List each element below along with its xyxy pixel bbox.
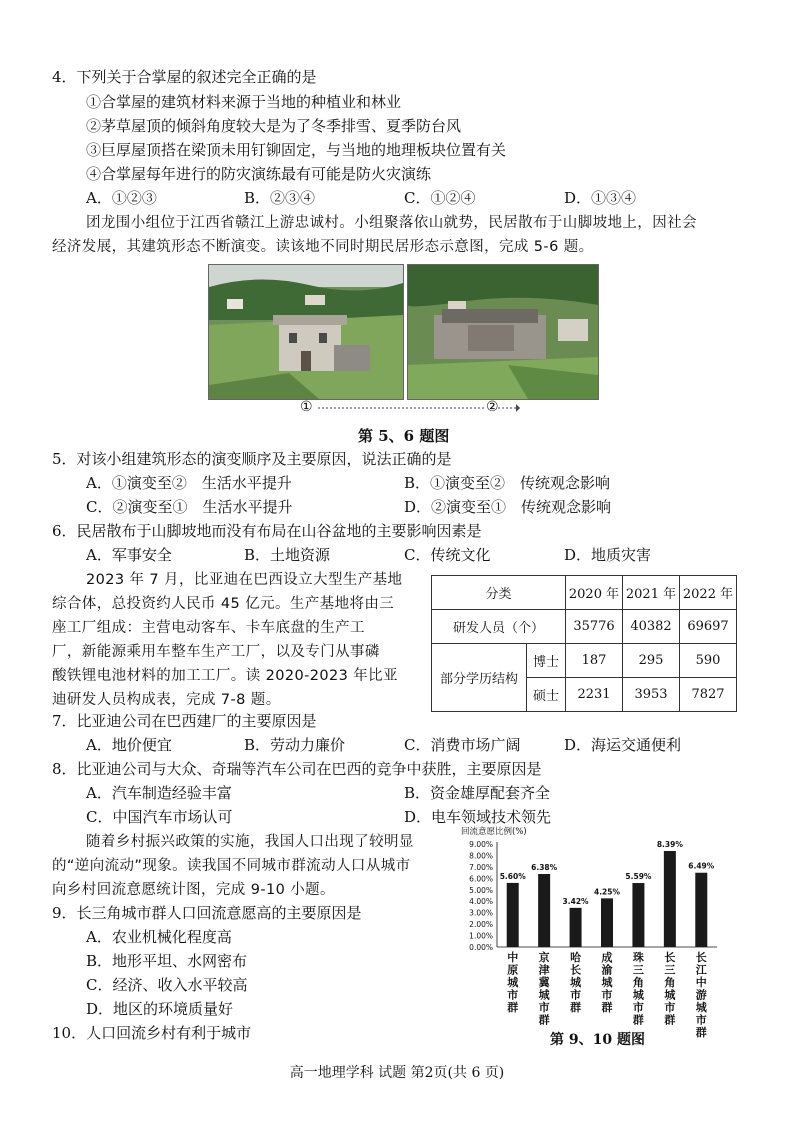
x-category-label: 珠 bbox=[632, 951, 644, 964]
table-group-label: 部分学历结构 bbox=[432, 644, 527, 712]
x-category-label: 城 bbox=[664, 988, 676, 1002]
x-category-label: 津 bbox=[538, 963, 550, 977]
table-header-category: 分类 bbox=[432, 576, 566, 610]
table-row-label: 硕士 bbox=[527, 678, 566, 712]
x-category-label: 角 bbox=[664, 976, 676, 989]
x-category-label: 群 bbox=[664, 1013, 676, 1027]
x-category-label: 江 bbox=[695, 963, 707, 977]
intro78-line4: 厂，新能源乘用车整车生产工厂，以及专门从事磷 bbox=[52, 644, 380, 660]
table-cell: 187 bbox=[566, 644, 623, 678]
table-row-label: 博士 bbox=[527, 644, 566, 678]
q4-option-c: C．①②④ bbox=[404, 189, 476, 207]
x-category-label: 角 bbox=[632, 976, 644, 989]
table-row bbox=[432, 610, 737, 644]
photo-house-2 bbox=[407, 264, 599, 400]
q8-stem: 8．比亚迪公司与大众、奇瑞等汽车公司在巴西的竞争中获胜，主要原因是 bbox=[52, 760, 542, 778]
intro910-line2: 的“逆向流动”现象。读我国不同城市群流动人口从城市 bbox=[52, 858, 411, 874]
x-category-label: 三 bbox=[632, 963, 644, 977]
chart-caption: 第 9、10 题图 bbox=[550, 1032, 645, 1048]
x-category-label: 中 bbox=[695, 976, 707, 989]
q4-statement-1: ①合掌屋的建筑材料来源于当地的种植业和林业 bbox=[86, 93, 402, 111]
bar-data-label: 6.38% bbox=[531, 862, 558, 872]
table-row bbox=[432, 644, 737, 678]
table-cell: 69697 bbox=[680, 610, 737, 644]
bar-data-label: 8.39% bbox=[656, 839, 683, 849]
x-category-label: 群 bbox=[507, 1001, 519, 1014]
x-category-label: 城 bbox=[570, 976, 582, 989]
q7-stem: 7．比亚迪公司在巴西建厂的主要原因是 bbox=[52, 712, 317, 730]
x-category-label: 市 bbox=[570, 988, 582, 1002]
q6-option-b: B．土地资源 bbox=[244, 546, 331, 564]
bar-data-label: 3.42% bbox=[562, 896, 589, 906]
x-category-label: 市 bbox=[632, 1001, 644, 1014]
q7-option-c: C．消费市场广阔 bbox=[404, 736, 521, 754]
table-row-label: 研发人员（个） bbox=[432, 610, 566, 644]
y-tick-label: 9.00% bbox=[469, 840, 493, 849]
x-category-label: 渝 bbox=[601, 963, 613, 977]
q7-option-a: A．地价便宜 bbox=[86, 736, 172, 754]
y-tick-label: 7.00% bbox=[469, 862, 493, 872]
figure56-caption: 第 5、6 题图 bbox=[358, 427, 450, 445]
intro78-line2: 综合体，总投资约人民币 45 亿元。生产基地将由三 bbox=[52, 596, 395, 612]
q6-option-a: A．军事安全 bbox=[86, 546, 172, 564]
q4-statement-3: ③巨厚屋顶搭在梁顶未用钉铆固定，与当地的地理板块位置有关 bbox=[86, 141, 507, 159]
q5-option-c: C．②演变至① 生活水平提升 bbox=[86, 498, 293, 516]
q6-option-d: D．地质灾害 bbox=[564, 546, 652, 564]
figure56-label-2: ② bbox=[486, 399, 499, 415]
x-category-label: 游 bbox=[695, 988, 707, 1002]
table-header-2020: 2020 年 bbox=[566, 576, 623, 610]
table-header-2021: 2021 年 bbox=[623, 576, 680, 610]
chart-bar bbox=[664, 851, 676, 947]
bar-data-label: 5.60% bbox=[499, 871, 526, 881]
x-category-label: 城 bbox=[538, 988, 550, 1002]
intro56-line2: 经济发展，其建筑形态不断演变。读该地不同时期民居形态示意图，完成 5-6 题。 bbox=[52, 239, 594, 255]
x-category-label: 哈 bbox=[570, 951, 582, 964]
table-header-row bbox=[432, 576, 737, 610]
intro78-line1: 2023 年 7 月，比亚迪在巴西设立大型生产基地 bbox=[86, 572, 403, 588]
q4-statement-2: ②茅草屋顶的倾斜角度较大是为了冬季排雪、夏季防台风 bbox=[86, 117, 462, 135]
y-tick-label: 0.00% bbox=[469, 943, 493, 952]
q5-option-d: D．②演变至① 传统观念影响 bbox=[404, 498, 612, 516]
intro56-line1: 团龙围小组位于江西省赣江上游忠诚村。小组聚落依山就势，民居散布于山脚坡地上，因社会 bbox=[86, 215, 697, 231]
x-category-label: 市 bbox=[538, 1001, 550, 1014]
chart-bar bbox=[695, 873, 707, 947]
x-category-label: 长 bbox=[664, 951, 676, 964]
x-category-label: 三 bbox=[664, 963, 676, 977]
q8-option-b: B．资金雄厚配套齐全 bbox=[404, 784, 551, 802]
intro78-line3: 座工厂组成：主营电动客车、卡车底盘的生产工 bbox=[52, 620, 365, 636]
x-category-label: 市 bbox=[601, 988, 613, 1002]
q4-option-b: B．②③④ bbox=[244, 189, 316, 207]
q9-option-c: C．经济、收入水平较高 bbox=[86, 976, 248, 994]
x-category-label: 市 bbox=[664, 1001, 676, 1014]
x-category-label: 城 bbox=[632, 988, 644, 1002]
x-category-label: 城 bbox=[507, 976, 519, 989]
x-category-label: 成 bbox=[601, 951, 613, 964]
q7-option-d: D．海运交通便利 bbox=[564, 736, 682, 754]
q8-option-c: C．中国汽车市场认可 bbox=[86, 808, 233, 826]
y-tick-label: 3.00% bbox=[469, 908, 493, 918]
y-tick-label: 4.00% bbox=[469, 897, 493, 907]
x-category-label: 城 bbox=[601, 976, 613, 989]
q4-option-a: A．①②③ bbox=[86, 189, 157, 207]
q9-option-b: B．地形平坦、水网密布 bbox=[86, 952, 248, 970]
table-cell: 35776 bbox=[566, 610, 623, 644]
y-tick-label: 1.00% bbox=[469, 931, 493, 941]
y-tick-label: 2.00% bbox=[469, 920, 493, 930]
q9-option-d: D．地区的环境质量好 bbox=[86, 1000, 234, 1018]
x-category-label: 城 bbox=[695, 1001, 707, 1014]
q9-option-a: A．农业机械化程度高 bbox=[86, 928, 232, 946]
q4-option-d: D．①③④ bbox=[564, 189, 637, 207]
bar-data-label: 4.25% bbox=[593, 887, 621, 897]
x-category-label: 群 bbox=[632, 1013, 644, 1027]
x-category-label: 群 bbox=[695, 1026, 707, 1039]
table-cell: 40382 bbox=[623, 610, 680, 644]
x-category-label: 群 bbox=[538, 1013, 550, 1027]
return-willingness-chart bbox=[455, 822, 725, 1039]
q10-stem: 10．人口回流乡村有利于城市 bbox=[52, 1024, 252, 1042]
chart-bar bbox=[601, 898, 613, 947]
x-category-label: 群 bbox=[570, 1001, 582, 1014]
page-footer: 高一地理学科 试题 第2页(共 6 页) bbox=[289, 1065, 505, 1081]
intro910-line1: 随着乡村振兴政策的实施，我国人口出现了较明显 bbox=[86, 834, 414, 850]
x-category-label: 市 bbox=[507, 988, 519, 1002]
bar-data-label: 6.49% bbox=[688, 861, 715, 871]
x-category-label: 京 bbox=[538, 951, 550, 964]
table-cell: 3953 bbox=[623, 678, 680, 712]
q6-stem: 6．民居散布于山脚坡地而没有布局在山谷盆地的主要影响因素是 bbox=[52, 522, 482, 540]
x-category-label: 群 bbox=[601, 1001, 613, 1014]
table-cell: 295 bbox=[623, 644, 680, 678]
q4-statement-4: ④合掌屋每年进行的防灾演练最有可能是防火灾演练 bbox=[86, 165, 432, 183]
photo-house-1 bbox=[208, 264, 404, 400]
q5-stem: 5．对该小组建筑形态的演变顺序及主要原因，说法正确的是 bbox=[52, 450, 452, 468]
chart-bar bbox=[632, 883, 644, 947]
chart-bar bbox=[570, 908, 582, 947]
rd-staff-table bbox=[431, 575, 737, 712]
chart-bar bbox=[507, 883, 519, 947]
q9-stem: 9．长三角城市群人口回流意愿高的主要原因是 bbox=[52, 904, 362, 922]
table-cell: 7827 bbox=[680, 678, 737, 712]
q8-option-a: A．汽车制造经验丰富 bbox=[86, 784, 232, 802]
x-category-label: 冀 bbox=[538, 976, 550, 989]
q5-option-b: B．①演变至② 传统观念影响 bbox=[404, 474, 611, 492]
y-tick-label: 8.00% bbox=[469, 851, 493, 861]
q5-option-a: A．①演变至② 生活水平提升 bbox=[86, 474, 292, 492]
intro910-line3: 向乡村回流意愿统计图，完成 9-10 小题。 bbox=[52, 882, 335, 898]
table-header-2022: 2022 年 bbox=[680, 576, 737, 610]
table-cell: 590 bbox=[680, 644, 737, 678]
bar-data-label: 5.59% bbox=[625, 872, 652, 882]
q4-stem: 4．下列关于合掌屋的叙述完全正确的是 bbox=[52, 68, 317, 86]
x-category-label: 长 bbox=[570, 963, 582, 977]
table-cell: 2231 bbox=[566, 678, 623, 712]
figure56-label-1: ① bbox=[300, 399, 313, 415]
y-tick-label: 5.00% bbox=[469, 885, 493, 895]
intro78-line6: 迪研发人员构成表，完成 7-8 题。 bbox=[52, 692, 281, 708]
x-category-label: 中 bbox=[507, 951, 519, 964]
q6-option-c: C．传统文化 bbox=[404, 546, 491, 564]
x-category-label: 原 bbox=[507, 963, 519, 977]
y-tick-label: 6.00% bbox=[469, 874, 493, 884]
q7-option-b: B．劳动力廉价 bbox=[244, 736, 346, 754]
chart-bar bbox=[538, 874, 550, 947]
x-category-label: 市 bbox=[695, 1013, 707, 1027]
x-category-label: 长 bbox=[695, 951, 707, 964]
y-axis-title: 回流意愿比例(%) bbox=[461, 827, 527, 837]
q8-option-d: D．电车领域技术领先 bbox=[404, 808, 552, 826]
intro78-line5: 酸铁锂电池材料的加工工厂。读 2020-2023 年比亚 bbox=[52, 668, 398, 684]
